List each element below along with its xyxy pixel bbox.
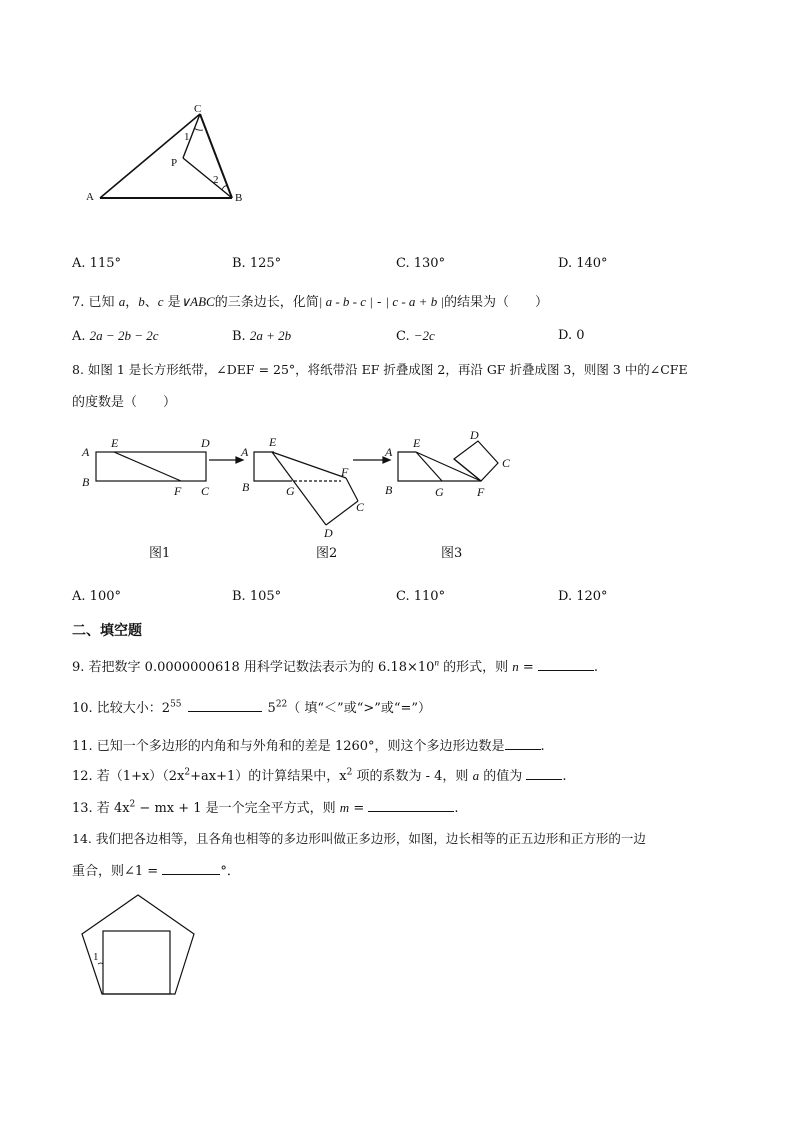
option-value: 120° <box>576 589 608 604</box>
q9-var: n <box>512 659 519 674</box>
fig1-label-f: F <box>174 484 182 498</box>
q7-option-c[interactable] <box>396 328 435 344</box>
q12-text2: +ax+1）的计算结果中，x <box>190 769 347 784</box>
q9-text1: 9. 若把数字 0.0000000618 用科学记数法表示为的 6.18×10 <box>72 660 435 675</box>
option-key: B. <box>232 256 246 271</box>
fig2-label-b: B <box>242 480 250 494</box>
angle-1-label: 1 <box>184 131 190 143</box>
q8-option-a[interactable] <box>72 589 121 604</box>
fig2-label-e: E <box>269 435 277 449</box>
fig3-label-c: C <box>502 456 511 470</box>
question-10 <box>72 697 431 716</box>
option-value: 2a − 2b − 2c <box>89 328 159 343</box>
q11-answer-blank[interactable] <box>505 737 541 750</box>
q8-option-d[interactable] <box>558 589 608 604</box>
q11-end: . <box>540 739 545 754</box>
q9-end: . <box>593 660 599 675</box>
fig2-label-d: D <box>324 526 333 540</box>
option-key: D. <box>558 256 573 271</box>
option-value: 115° <box>89 256 121 271</box>
q7-minus: - <box>372 295 386 310</box>
question-7: 7. 已知 a，b、c 是∨ABC的三条边长，化简| a - b - c | - | c - a + b |的结果为（ ） <box>72 294 549 310</box>
option-value: 2a + 2b <box>249 328 292 343</box>
q12-sup2: 2 <box>346 767 353 778</box>
question-8-line-2: 的度数是（ ） <box>72 395 177 410</box>
q14-answer-blank[interactable] <box>162 862 220 875</box>
triangle-abc-figure <box>80 100 260 210</box>
q7-option-d[interactable] <box>558 328 585 343</box>
option-value: −2c <box>413 328 435 343</box>
q8-option-c[interactable] <box>396 589 445 604</box>
fig2-label-c: C <box>356 500 365 514</box>
option-key: B. <box>232 329 246 344</box>
q7-var-b: b <box>138 294 145 309</box>
question-14-line-2 <box>72 860 240 879</box>
q13-text3: = <box>349 801 369 816</box>
fig2-label-g: G <box>286 484 295 498</box>
q12-answer-blank[interactable] <box>526 767 562 780</box>
option-value: 105° <box>249 589 282 604</box>
q13-end: . <box>454 801 459 816</box>
option-key: A. <box>72 589 86 604</box>
fig1-label-e: E <box>111 436 119 450</box>
q7-var-a: a <box>118 294 126 309</box>
q13-sup: 2 <box>129 799 136 810</box>
q12-end: . <box>562 769 567 784</box>
option-key: A. <box>72 256 86 271</box>
fig3-label-b: B <box>385 483 393 497</box>
option-value: 100° <box>89 589 121 604</box>
q7-text1: 的三条边长，化简 <box>214 295 319 310</box>
label-a: A <box>86 191 94 203</box>
fig3-label-a: A <box>385 445 393 459</box>
fig1-label-d: D <box>201 436 210 450</box>
q9-text3: = <box>518 660 538 675</box>
q6-option-b[interactable] <box>232 256 281 271</box>
option-value: 125° <box>249 256 282 271</box>
caption-fig2: 图2 <box>316 546 338 561</box>
fig3-label-g: G <box>435 485 444 499</box>
fig3-label-f: F <box>477 485 485 499</box>
q7-abs2: | c - a + b | <box>385 294 445 309</box>
angle-2-label: 2 <box>213 174 219 186</box>
q7-option-b[interactable] <box>232 328 291 344</box>
fig2-label-f: F <box>341 465 349 479</box>
fig3-label-d: D <box>470 428 479 442</box>
option-key: A. <box>72 329 86 344</box>
q6-option-c[interactable] <box>396 256 445 271</box>
q10-base2: 5 <box>267 701 276 716</box>
q6-option-d[interactable] <box>558 256 608 271</box>
q7-abs1: | a - b - c | <box>318 294 373 309</box>
option-key: C. <box>396 589 410 604</box>
q10-exp1: 55 <box>170 699 182 710</box>
fig1-label-a: A <box>82 445 90 459</box>
fig3-label-e: E <box>413 436 421 450</box>
q7-mid: 是 <box>167 295 181 310</box>
q10-text2: （ 填“＜”或“>”或“=”） <box>287 701 432 716</box>
option-key: D. <box>558 589 573 604</box>
label-p: P <box>171 157 178 169</box>
q6-option-a[interactable] <box>72 256 121 271</box>
option-value: 140° <box>576 256 608 271</box>
section-title: 二、填空题 <box>72 623 142 639</box>
q9-text2: 的形式，则 <box>438 660 513 675</box>
option-key: C. <box>396 329 410 344</box>
option-value: 110° <box>413 589 446 604</box>
q9-answer-blank[interactable] <box>538 658 594 671</box>
pentagon-square-figure <box>76 890 226 1005</box>
option-value: 0 <box>576 328 585 343</box>
option-key: B. <box>232 589 246 604</box>
angle-1-label: 1 <box>93 951 99 963</box>
q10-answer-blank[interactable] <box>188 699 262 712</box>
q14-text-b: °． <box>220 864 240 879</box>
q12-sup1: 2 <box>184 767 191 778</box>
q10-exp2: 22 <box>275 699 288 710</box>
q12-text4: 的值为 <box>479 769 527 784</box>
question-14-line-1: 14. 我们把各边相等，且各角也相等的多边形叫做正多边形，如图，边长相等的正五边形和正方形的一边 <box>72 831 646 846</box>
q10-text1: 10. 比较大小：2 <box>72 701 171 716</box>
q7-prefix: 7. 已知 <box>72 295 115 310</box>
question-8-line-1: 8. 如图 1 是长方形纸带，∠DEF = 25°，将纸带沿 EF 折叠成图 2，再沿 GF 折叠成图 3，则图 3 中的∠CFE <box>72 362 688 377</box>
label-c: C <box>194 103 202 115</box>
question-13 <box>72 797 459 816</box>
label-b: B <box>235 192 243 204</box>
q12-var: a <box>472 768 480 783</box>
q14-text-a: 重合，则∠1 = <box>72 864 163 879</box>
fig1-label-b: B <box>82 475 90 489</box>
option-key: C. <box>396 256 410 271</box>
q7-triangle: ∨ABC <box>180 294 215 309</box>
caption-fig3: 图3 <box>441 546 463 561</box>
q8-option-b[interactable] <box>232 589 281 604</box>
question-9 <box>72 656 598 675</box>
q7-text2: 的结果为（ ） <box>444 295 549 310</box>
q7-option-a[interactable] <box>72 328 159 344</box>
question-11 <box>72 735 545 754</box>
q11-text: 11. 已知一个多边形的内角和与外角和的差是 1260°，则这个多边形边数是 <box>72 739 505 754</box>
fig1-label-c: C <box>201 484 210 498</box>
option-value: 130° <box>413 256 446 271</box>
q12-text1: 12. 若（1+x）（2x <box>72 769 185 784</box>
q13-text1: 13. 若 4x <box>72 801 130 816</box>
q9-exponent: n <box>434 657 439 668</box>
caption-fig1: 图1 <box>149 546 171 561</box>
q13-var: m <box>339 800 350 815</box>
q7-var-c: c <box>157 294 164 309</box>
q13-answer-blank[interactable] <box>368 799 454 812</box>
option-key: D. <box>558 328 573 343</box>
q13-text2: − mx + 1 是一个完全平方式，则 <box>135 801 340 816</box>
folding-strip-figures <box>76 425 536 570</box>
fig2-label-a: A <box>241 445 249 459</box>
q12-text3: 项的系数为 - 4，则 <box>352 769 473 784</box>
question-12 <box>72 765 566 784</box>
